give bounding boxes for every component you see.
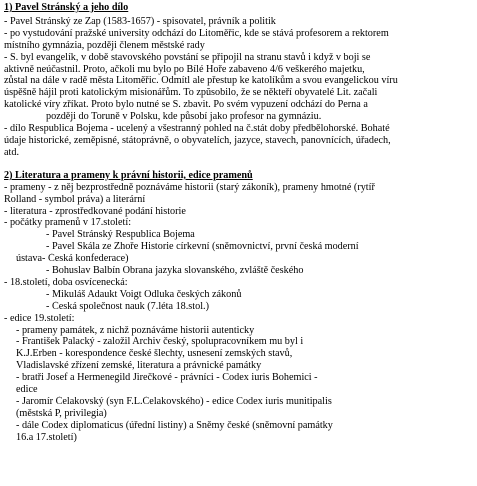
- text-line: - dílo Respublica Bojema - ucelený a všestranný pohled na č.stát doby předbělohorské. Bohaté: [4, 123, 390, 135]
- text-line: - počátky pramenů v 17.století:: [4, 217, 132, 229]
- text-line: (městská P, privilegia): [16, 407, 107, 419]
- text-line: - Mikuláš Adaukt Voigt Odluka českých zákonů: [46, 288, 242, 300]
- text-line: katolické víry zříkat. Proto bylo nutné se S. zbavit. Po svém vypuzení odchází do Perna a: [4, 99, 368, 111]
- text-line: - Jaromír Čelakovský (syn F.L.Čelakovského) - edice Codex iuris munitipalis: [16, 396, 332, 407]
- text-line: atd.: [4, 146, 19, 158]
- section-2-heading: 2) Literatura a prameny k právní historii, edice pramenů: [4, 169, 253, 181]
- text-line: později do Toruně v Polsku, kde působí jako profesor na gymnáziu.: [46, 111, 322, 123]
- text-line: - po vystudování pražské university odchází do Litoměřic, kde se stává profesorem a rektorem: [4, 27, 389, 39]
- text-line: - S. byl evangelík, v době stavovského povstání se připojil na stranu stavů i když v boji se: [4, 51, 371, 63]
- text-line: 16.a 17.století): [16, 431, 77, 443]
- section-2-body: [4, 182, 474, 444]
- text-line: - 18.století, doba osvícenecká:: [4, 276, 128, 288]
- text-line: - prameny památek, z nichž poznáváme historii autenticky: [16, 324, 255, 336]
- text-line: - edice 19.století:: [4, 312, 75, 324]
- text-line: - Bohuslav Balbín Obrana jazyka slovanského, zvláště českého: [46, 265, 304, 277]
- text-line: zůstal na dále v radě města Litoměřic. Odmítl ale přestup ke katolíkům a svou evangelickou víru: [4, 75, 398, 87]
- text-line: údaje historické, zeměpisné, státoprávně, o obyvatelích, jazyce, stavech, panovnících, úřadech,: [4, 134, 391, 146]
- text-line: místního gymnázia, později členem městské rady: [4, 39, 205, 51]
- text-line: - bratři Josef a Hermenegild Jirečkové - právníci - Codex iuris Bohemici -: [16, 372, 318, 384]
- text-line: - Pavel Skála ze Zhoře Historie církevní (sněmovnictví, první česká moderní: [46, 241, 359, 253]
- text-line: - dále Codex diplomaticus (úřední listiny) a Sněmy české (sněmovní památky: [16, 419, 333, 431]
- text-line: - Pavel Stránský ze Zap (1583-1657) - spisovatel, právník a politik: [4, 15, 276, 27]
- text-line: - František Palacký - založil Archiv český, spolupracovníkem mu byl i: [16, 336, 304, 348]
- text-line: Rolland - symbol práva) a literární: [4, 193, 146, 205]
- text-line: - Česká společnost nauk (7.léta 18.stol.): [46, 300, 209, 312]
- text-line: K.J.Erben - korespondence české šlechty, usnesení zemských stavů,: [16, 348, 293, 360]
- section-1-body: [4, 16, 474, 159]
- text-line: - prameny - z něj bezprostředně poznáváme historii (starý zákoník), prameny hmotné (rytíř: [4, 181, 375, 193]
- text-line: aktivně neúčastnil. Proto, ačkoli mu bylo po Bílé Hoře zabaveno 4/6 veškerého majetku,: [4, 63, 365, 75]
- text-line: edice: [16, 384, 38, 396]
- section-1-heading: 1) Pavel Stránský a jeho dílo: [4, 2, 129, 13]
- text-line: úspěšně hájil proti katolickým misionářům. To zpŭsobilo, že se někteří obyvatelé Lit. začali: [4, 87, 378, 99]
- text-line: - Pavel Stránský Respublica Bojema: [46, 229, 195, 241]
- text-line: Vladislavské zřízení zemské, literatura a právnické památky: [16, 360, 262, 372]
- text-line: - literatura - zprostředkované podání historie: [4, 205, 186, 217]
- text-line: ústava- Česká konfederace): [16, 253, 129, 265]
